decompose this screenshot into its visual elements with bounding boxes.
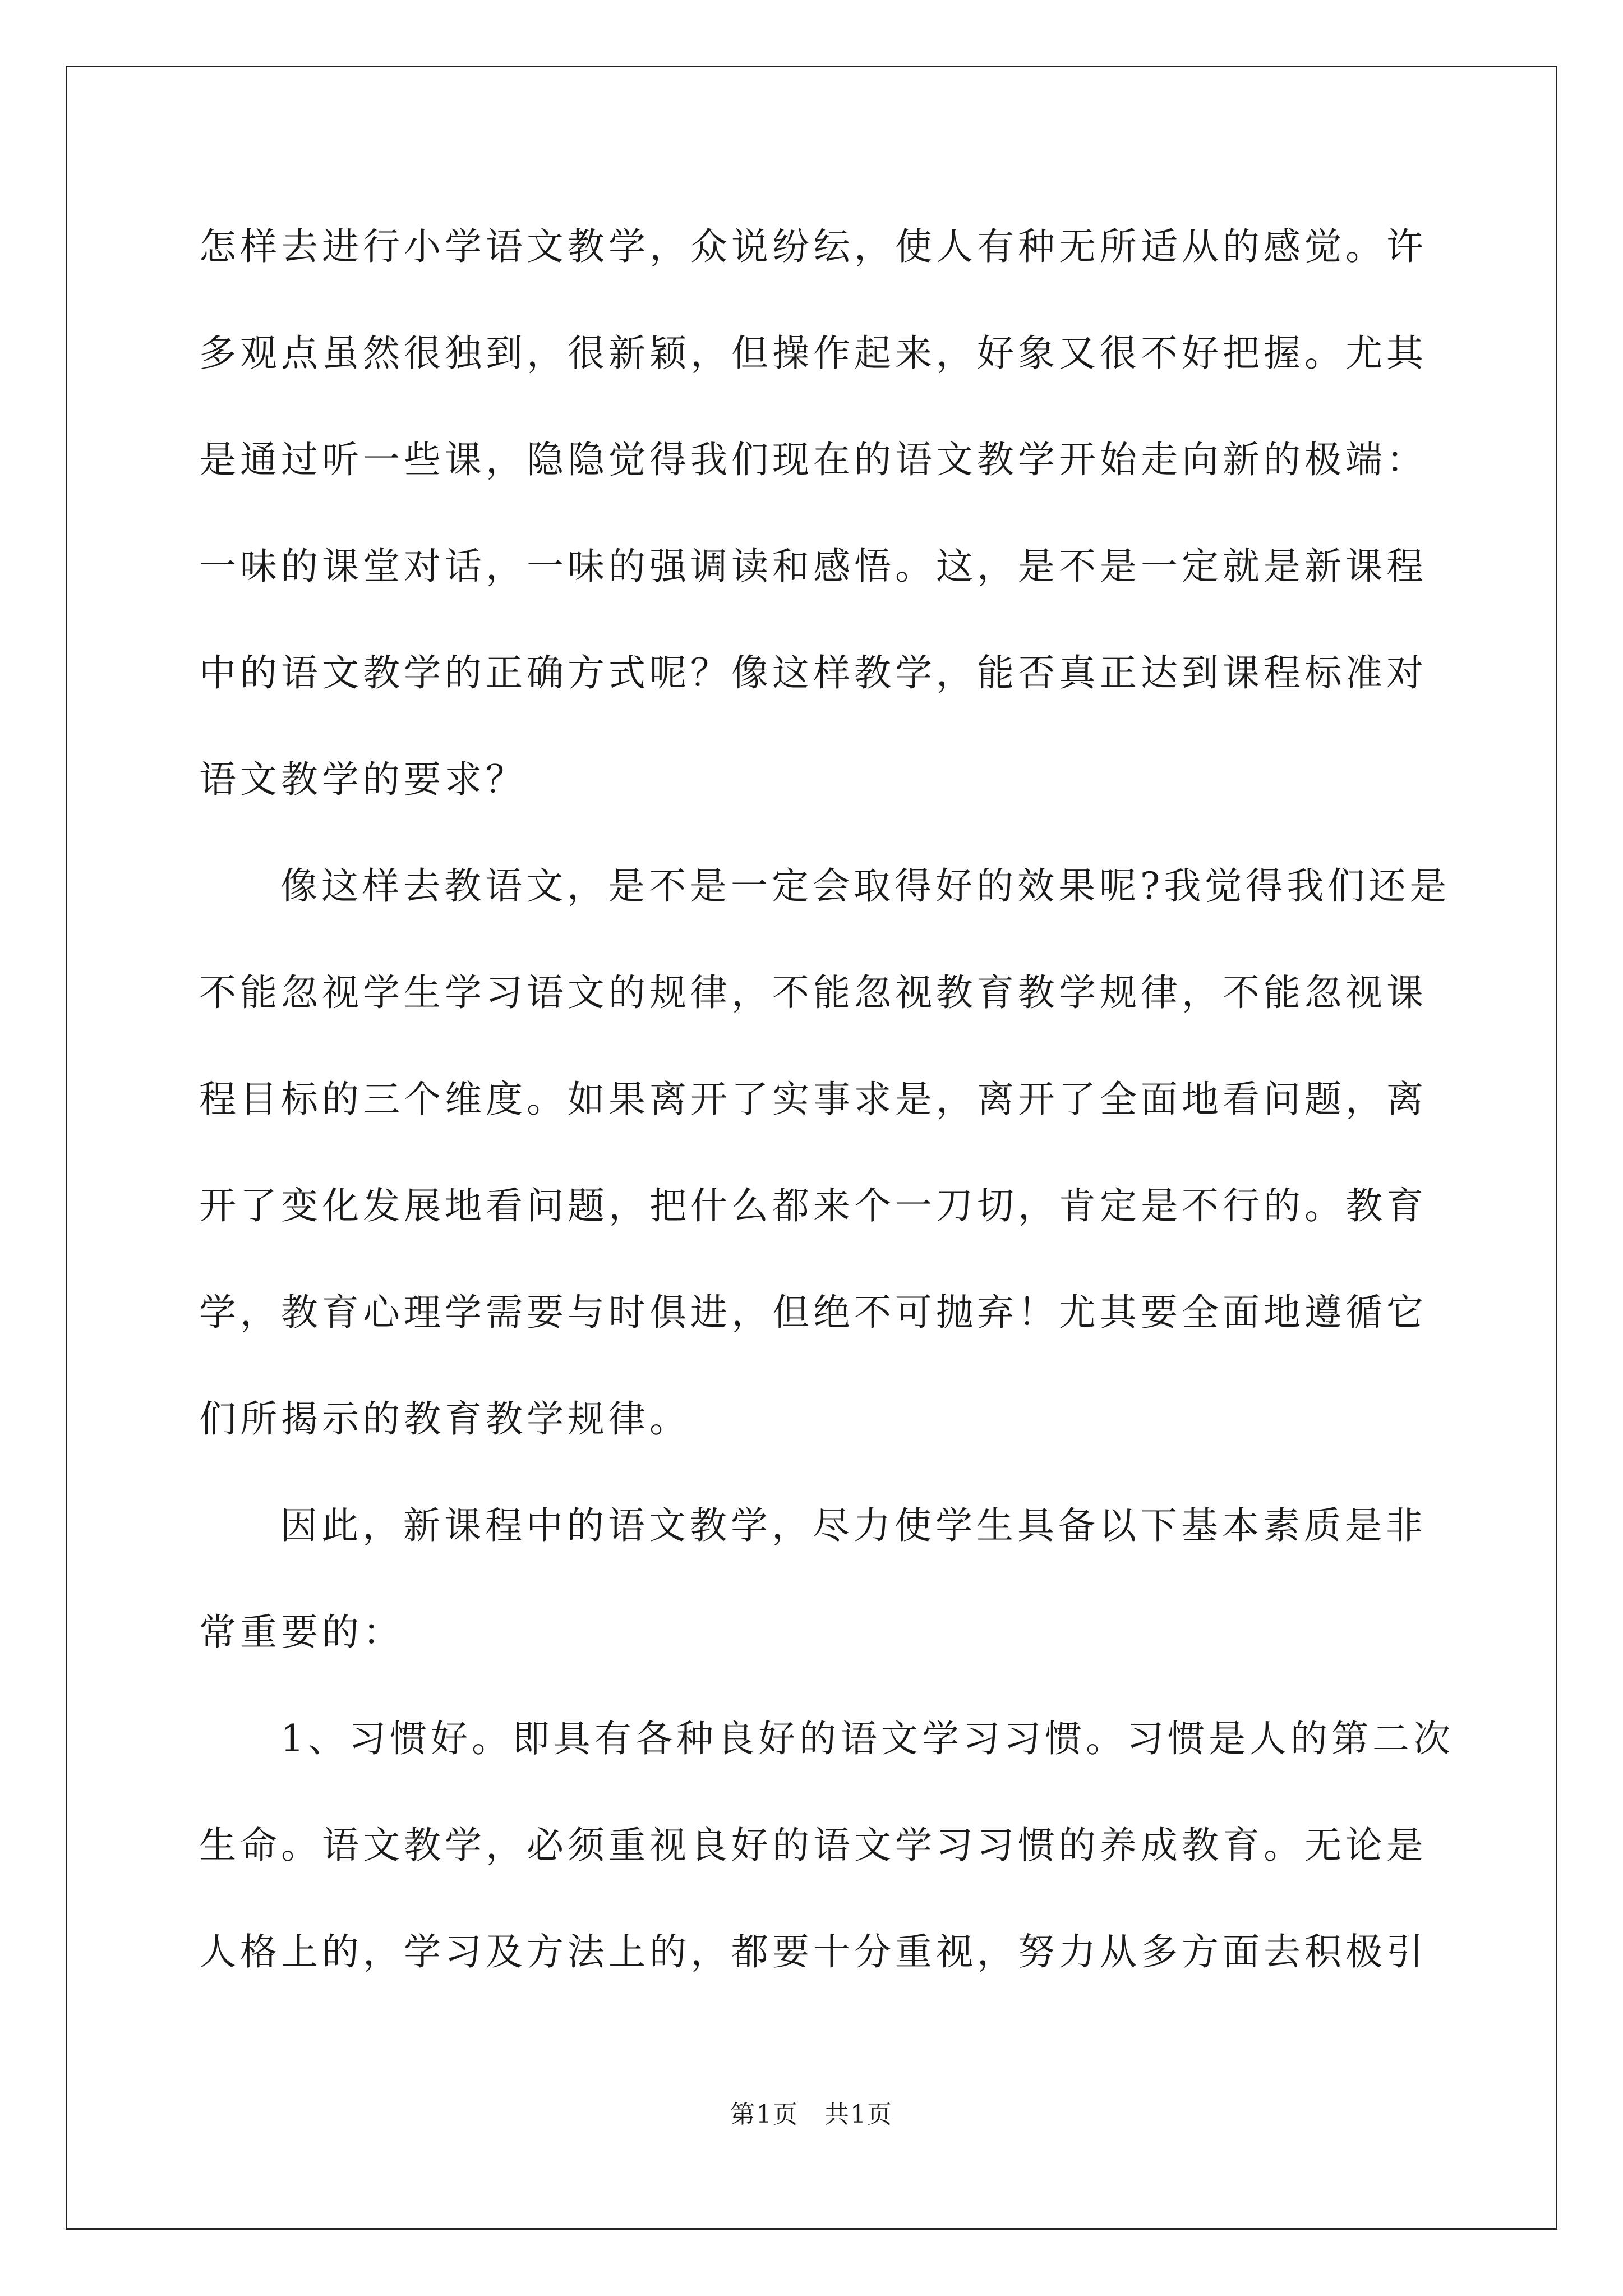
- document-body: [199, 213, 1454, 2025]
- text-line: 学，教育心理学需要与时俱进，但绝不可抛弃！尤其要全面地遵循它: [199, 1291, 1427, 1334]
- text-line: 人格上的，学习及方法上的，都要十分重视，努力从多方面去积极引: [199, 1930, 1427, 1973]
- paragraph: [199, 213, 1427, 853]
- text-line: 开了变化发展地看问题，把什么都来个一刀切，肯定是不行的。教育: [199, 1184, 1427, 1227]
- text-line: 们所揭示的教育教学规律。: [199, 1397, 690, 1441]
- text-line: 因此，新课程中的语文教学，尽力使学生具备以下基本素质是非: [280, 1504, 1427, 1547]
- text-line: 中的语文教学的正确方式呢？像这样教学，能否真正达到课程标准对: [199, 651, 1427, 694]
- paragraph: [199, 1705, 1454, 2025]
- text-line: 一味的课堂对话，一味的强调读和感悟。这，是不是一定就是新课程: [199, 545, 1427, 588]
- paragraph: [199, 853, 1451, 1492]
- text-line: 1、习惯好。即具有各种良好的语文学习习惯。习惯是人的第二次: [280, 1717, 1454, 1760]
- page-number-footer: 第1页 共1页: [730, 2100, 893, 2129]
- text-line: 怎样去进行小学语文教学，众说纷纭，使人有种无所适从的感觉。许: [199, 225, 1427, 268]
- paragraph: [199, 1492, 1427, 1705]
- text-line: 是通过听一些课，隐隐觉得我们现在的语文教学开始走向新的极端：: [199, 438, 1427, 481]
- text-line: 不能忽视学生学习语文的规律，不能忽视教育教学规律，不能忽视课: [199, 971, 1427, 1014]
- text-line: 语文教学的要求？: [199, 758, 527, 801]
- text-line: 多观点虽然很独到，很新颖，但操作起来，好象又很不好把握。尤其: [199, 332, 1427, 375]
- text-line: 常重要的：: [199, 1611, 404, 1654]
- text-line: 生命。语文教学，必须重视良好的语文学习习惯的养成教育。无论是: [199, 1824, 1427, 1867]
- text-line: 程目标的三个维度。如果离开了实事求是，离开了全面地看问题，离: [199, 1078, 1427, 1121]
- text-line: 像这样去教语文，是不是一定会取得好的效果呢?我觉得我们还是: [280, 864, 1451, 908]
